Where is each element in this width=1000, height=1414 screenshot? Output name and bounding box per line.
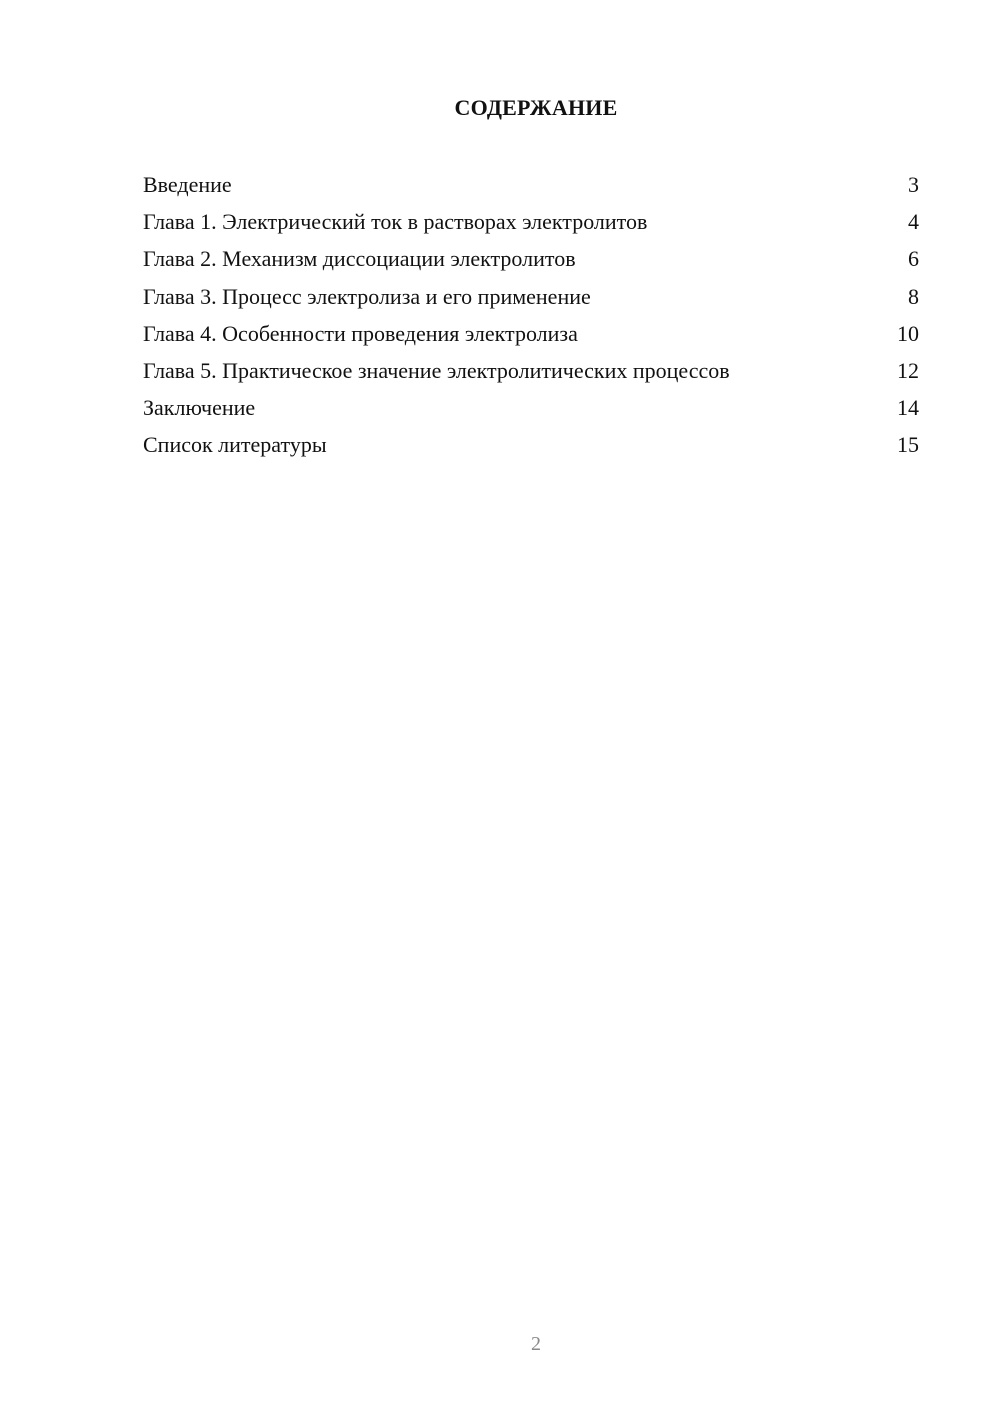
toc-entry-page: 10: [897, 320, 919, 346]
toc-entry-page: 3: [908, 172, 919, 197]
toc-entry-chapter-5: [143, 354, 919, 391]
toc-entry-chapter-1: [143, 205, 919, 242]
toc-entry-label: Глава 5. Практическое значение электролитических процессов: [143, 357, 730, 383]
toc-entry-chapter-3: [143, 280, 919, 317]
toc-entry-page: 4: [908, 209, 919, 235]
toc-entry-page: 15: [897, 432, 919, 458]
toc-heading: СОДЕРЖАНИЕ: [454, 95, 618, 120]
toc-entry-page: 6: [908, 246, 919, 272]
toc-entry-page: 8: [908, 283, 919, 309]
table-of-contents: [143, 168, 919, 466]
toc-entry-references: [143, 428, 919, 465]
toc-entry-label: Введение: [143, 172, 232, 197]
toc-entry-introduction: [143, 168, 919, 205]
toc-entry-page: 14: [897, 395, 919, 421]
toc-entry-label: Глава 2. Механизм диссоциации электролитов: [143, 246, 576, 272]
page-number: 2: [531, 1333, 541, 1355]
toc-entry-chapter-4: [143, 317, 919, 354]
toc-entry-label: Глава 4. Особенности проведения электролиза: [143, 320, 578, 346]
toc-entry-page: 12: [897, 357, 919, 383]
toc-entry-label: Глава 1. Электрический ток в растворах электролитов: [143, 209, 648, 235]
toc-entry-chapter-2: [143, 242, 919, 279]
toc-entry-conclusion: [143, 391, 919, 428]
toc-entry-label: Заключение: [143, 395, 256, 421]
toc-entry-label: Список литературы: [143, 432, 327, 458]
toc-entry-label: Глава 3. Процесс электролиза и его применение: [143, 283, 591, 309]
